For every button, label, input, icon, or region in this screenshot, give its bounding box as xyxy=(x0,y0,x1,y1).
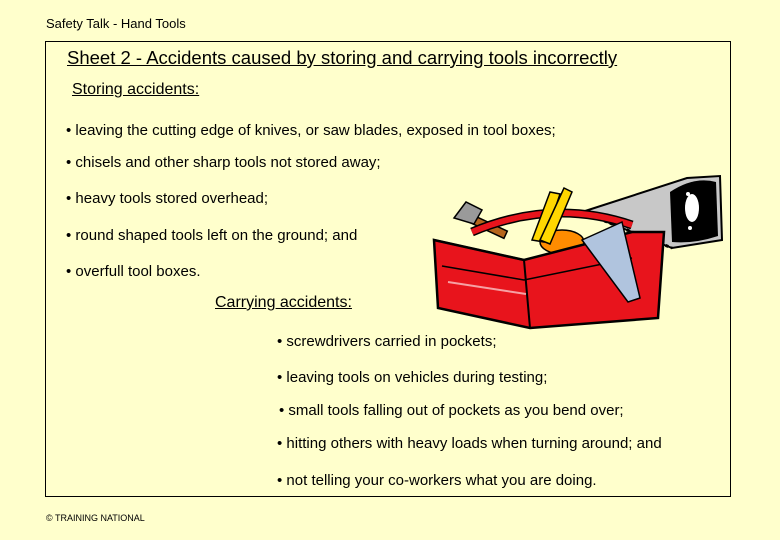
storing-item: • chisels and other sharp tools not stored away; xyxy=(66,154,381,171)
copyright-footer: © TRAINING NATIONAL xyxy=(46,513,145,523)
carrying-item: • screwdrivers carried in pockets; xyxy=(277,333,497,350)
storing-item: • heavy tools stored overhead; xyxy=(66,190,269,207)
storing-item: • round shaped tools left on the ground; and xyxy=(66,227,358,244)
storing-item: • leaving the cutting edge of knives, or saw blades, exposed in tool boxes; xyxy=(66,122,556,139)
carrying-heading: Carrying accidents: xyxy=(215,294,352,311)
carrying-item: • small tools falling out of pockets as you bend over; xyxy=(279,402,624,419)
carrying-item: • leaving tools on vehicles during testing; xyxy=(277,369,548,386)
toolbox-illustration xyxy=(432,170,732,330)
carrying-item: • not telling your co-workers what you are doing. xyxy=(277,472,597,489)
header-label: Safety Talk - Hand Tools xyxy=(46,16,186,31)
sheet-title: Sheet 2 - Accidents caused by storing and carrying tools incorrectly xyxy=(67,47,618,68)
storing-item: • overfull tool boxes. xyxy=(66,263,201,280)
storing-heading: Storing accidents: xyxy=(72,81,200,98)
carrying-item: • hitting others with heavy loads when turning around; and xyxy=(277,435,662,452)
